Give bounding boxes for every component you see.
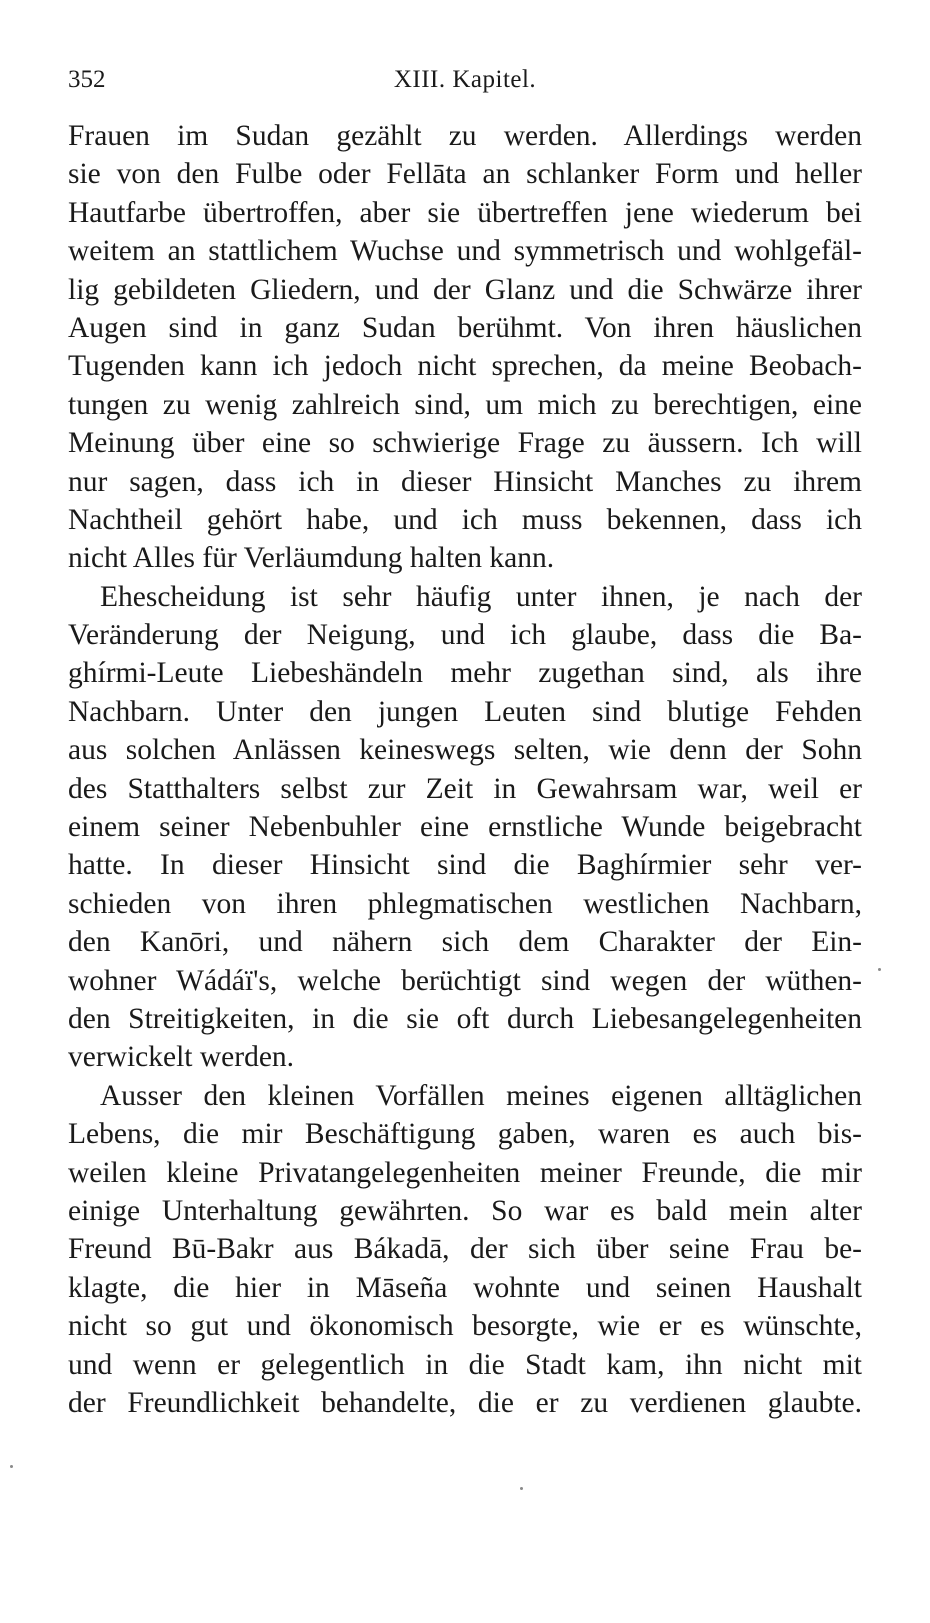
text-line: Meinung über eine so schwierige Frage zu äussern. Ich will	[68, 427, 862, 460]
text-line: Ausser den kleinen Vorfällen meines eigenen alltäglichen	[100, 1079, 862, 1112]
text-line: Lebens, die mir Beschäftigung gaben, waren es auch bis-	[68, 1118, 862, 1151]
text-line: klagte, die hier in Māseña wohnte und seinen Haushalt	[68, 1271, 862, 1304]
text-line: und wenn er gelegentlich in die Stadt kam, ihn nicht mit	[68, 1348, 862, 1381]
text-line: schieden von ihren phlegmatischen westlichen Nachbarn,	[68, 887, 862, 920]
text-line: sie von den Fulbe oder Fellāta an schlanker Form und heller	[68, 158, 862, 191]
text-line: Nachbarn. Unter den jungen Leuten sind blutige Fehden	[68, 695, 862, 728]
text-line: Veränderung der Neigung, und ich glaube, dass die Ba-	[68, 619, 862, 652]
text-line: Ehescheidung ist sehr häufig unter ihnen, je nach der	[100, 580, 862, 613]
text-line: weilen kleine Privatangelegenheiten meiner Freunde, die mir	[68, 1156, 862, 1189]
chapter-title: XIII. Kapitel.	[393, 66, 537, 93]
text-line: Frauen im Sudan gezählt zu werden. Allerdings werden	[68, 120, 862, 152]
text-line: nicht Alles für Verläumdung halten kann.	[68, 542, 555, 575]
text-line: lig gebildeten Gliedern, und der Glanz und die Schwärze ihrer	[68, 273, 862, 306]
text-line: Augen sind in ganz Sudan berühmt. Von ihren häuslichen	[68, 311, 862, 344]
text-line: weitem an stattlichem Wuchse und symmetrisch und wohlgefäl-	[68, 235, 862, 268]
text-line: den Kanōri, und nähern sich dem Charakter der Ein-	[68, 926, 862, 959]
scan-speck	[520, 1487, 523, 1490]
text-line: Tugenden kann ich jedoch nicht sprechen, da meine Beobach-	[68, 350, 862, 383]
text-line: der Freundlichkeit behandelte, die er zu verdienen glaubte.	[68, 1386, 862, 1419]
text-line: des Statthalters selbst zur Zeit in Gewahrsam war, weil er	[68, 772, 862, 805]
text-line: ghírmi-Leute Liebeshändeln mehr zugethan sind, als ihre	[68, 657, 862, 690]
running-header	[68, 62, 862, 98]
text-line: Freund Bū-Bakr aus Bákadā, der sich über seine Frau be-	[68, 1233, 862, 1266]
paragraph-2	[68, 578, 862, 1077]
text-line: aus solchen Anlässen keineswegs selten, wie denn der Sohn	[68, 734, 862, 767]
text-line: tungen zu wenig zahlreich sind, um mich zu berechtigen, eine	[68, 388, 862, 421]
body-text	[68, 117, 862, 1422]
text-line: den Streitigkeiten, in die sie oft durch Liebesangelegenheiten	[68, 1002, 862, 1035]
paragraph-3	[68, 1077, 862, 1423]
text-line: wohner Wádáï's, welche berüchtigt sind wegen der wüthen-	[68, 964, 862, 997]
page-number: 352	[68, 66, 106, 93]
text-line: einem seiner Nebenbuhler eine ernstliche Wunde beigebracht	[68, 811, 862, 844]
text-line: Hautfarbe übertroffen, aber sie übertreffen jene wiederum bei	[68, 196, 862, 229]
text-line: nur sagen, dass ich in dieser Hinsicht Manches zu ihrem	[68, 465, 862, 498]
text-line: nicht so gut und ökonomisch besorgte, wie er es wünschte,	[68, 1310, 862, 1343]
text-line: verwickelt werden.	[68, 1041, 295, 1074]
text-line: Nachtheil gehört habe, und ich muss bekennen, dass ich	[68, 503, 862, 536]
text-line: hatte. In dieser Hinsicht sind die Baghírmier sehr ver-	[68, 849, 862, 882]
scan-speck	[10, 1465, 13, 1468]
scan-speck	[878, 968, 881, 971]
paragraph-1	[68, 117, 862, 578]
text-line: einige Unterhaltung gewährten. So war es bald mein alter	[68, 1194, 862, 1227]
